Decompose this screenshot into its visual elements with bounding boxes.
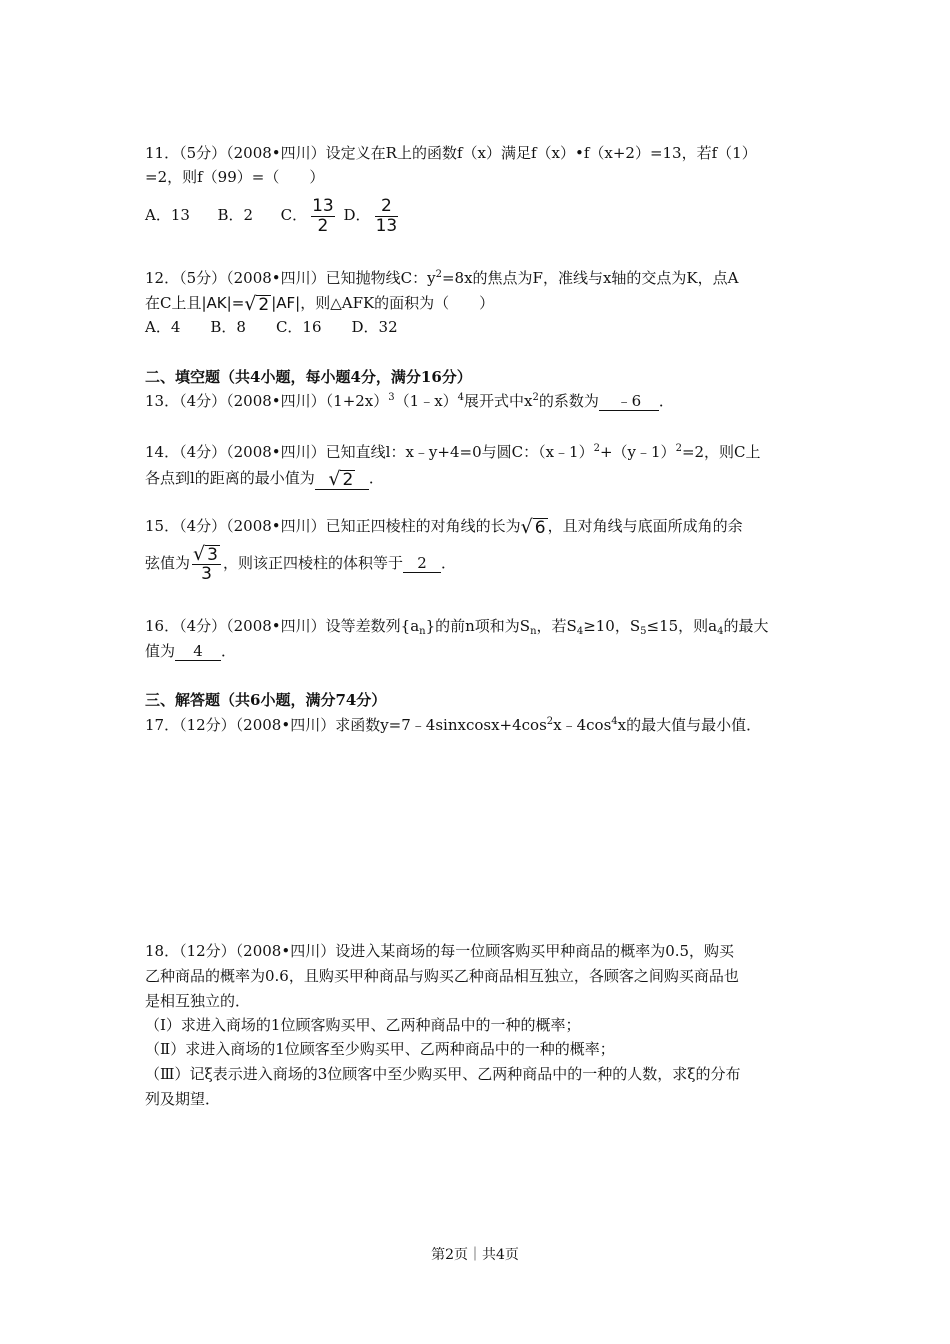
q15-answer: 2 [403, 554, 441, 573]
sqrt-argument: 2 [342, 470, 354, 490]
section-3-heading: 三、解答题（共6小题，满分74分） [145, 691, 387, 709]
q18-line2: 乙种商品的概率为0.6，且购买甲种商品与购买乙种商品相互独立，各顾客之间购买商品也 [145, 967, 739, 985]
q16-line1 [145, 616, 769, 636]
q17-text-a: 17．（12分）（2008•四川）求函数y=7﹣4sinxcosx+4cos [145, 716, 547, 734]
q12-text-c: 在C上且 [145, 294, 202, 312]
q17-text-b: x﹣4cos [553, 716, 612, 734]
q16-sub3: 4 [576, 626, 584, 637]
q16-end: ． [221, 642, 237, 660]
fraction-numerator: 2 [380, 195, 392, 216]
q12-text-a: 12．（5分）（2008•四川）已知抛物线C：y [145, 269, 436, 287]
q14-answer [315, 469, 369, 490]
q18-part-3: （Ⅲ）记ξ表示进入商场的3位顾客中至少购买甲、乙两种商品中的一种的人数，求ξ的分布 [145, 1065, 741, 1083]
q17-text-c: x的最大值与最小值． [617, 716, 762, 734]
q16-text-g: 值为 [145, 642, 176, 660]
q12-line2 [145, 291, 494, 315]
q18-part-1: （Ⅰ）求进入商场的1位顾客购买甲、乙两种商品中的一种的概率； [145, 1016, 581, 1034]
page-footer: 第2页｜共4页 [431, 1247, 519, 1263]
q15-sqrt: √ 6 [520, 516, 546, 538]
q11-option-a: A．13 [145, 206, 190, 224]
sqrt-argument: 6 [534, 518, 546, 538]
q16-text-e: ≤15，则a [646, 617, 718, 635]
q11-option-b: B．2 [217, 206, 254, 224]
q13-text-c: 展开式中x [464, 392, 533, 410]
q15-text-b: ，且对角线与底面所成角的余 [547, 517, 743, 535]
q12-text-b: =8x的焦点为F，准线与x轴的交点为K，点A [441, 269, 739, 287]
q12-abs-ak: |AK|= [201, 294, 245, 312]
q16-text-a: 16．（4分）（2008•四川）设等差数列{a [145, 617, 420, 635]
q13-text-b: （1﹣x） [394, 392, 458, 410]
q11-options [145, 194, 402, 236]
q16-text-f: 的最大 [723, 617, 769, 635]
q14-answer-sqrt: √ 2 [328, 468, 354, 490]
q13-text-a: 13．（4分）（2008•四川）（1+2x） [145, 392, 389, 410]
q18-part-3-cont: 列及期望． [145, 1090, 221, 1108]
q12-options: A．4 B．8 C．16 D．32 [145, 318, 398, 336]
fraction-denominator: 13 [375, 215, 398, 236]
q15-line2 [145, 540, 456, 586]
q13-sup1: 3 [388, 392, 395, 403]
q16-sub4: 5 [640, 626, 647, 637]
q12-abs-af: |AF| [271, 294, 301, 312]
q14-sup1: 2 [593, 443, 600, 454]
q11-option-d-fraction [375, 197, 399, 236]
q11-option-c-fraction [311, 197, 335, 236]
q15-fraction [192, 544, 221, 584]
q16-text-c: ，若S [536, 617, 577, 635]
q14-sup2: 2 [675, 443, 682, 454]
q18-part-2: （Ⅱ）求进入商场的1位顾客至少购买甲、乙两种商品中的一种的概率； [145, 1040, 615, 1058]
q16-sub1: n [419, 626, 426, 637]
q15-text-d: ，则该正四棱柱的体积等于 [222, 554, 403, 572]
q13-answer: ﹣6 [599, 392, 659, 411]
q16-text-b: }的前n项和为S [425, 617, 531, 635]
q14-text-c: =2，则C上 [681, 443, 761, 461]
q14-end: ． [368, 469, 384, 487]
section-2-heading: 二、填空题（共4小题，每小题4分，满分16分） [145, 368, 472, 386]
q12-sqrt: √ 2 [244, 293, 270, 315]
q18-line3: 是相互独立的． [145, 992, 251, 1010]
q17-sup1: 2 [546, 716, 554, 727]
q11-line2: =2，则f（99）=（ ） [145, 168, 325, 186]
q16-text-d: ≥10，S [583, 617, 641, 635]
q14-text-a: 14．（4分）（2008•四川）已知直线l：x﹣y+4=0与圆C：（x﹣1） [145, 443, 594, 461]
q14-line1 [145, 442, 761, 462]
q15-line1 [145, 513, 743, 539]
q16-answer: 4 [175, 642, 221, 661]
q16-sub2: n [530, 626, 537, 637]
q15-end: ． [440, 554, 456, 572]
q17-sup2: 4 [611, 716, 618, 727]
q13-end: ． [658, 392, 674, 410]
q16-sub5: 4 [717, 626, 724, 637]
fraction-denominator: 2 [317, 215, 329, 236]
q12-text-d: ，则△AFK的面积为（ ） [300, 294, 495, 312]
q13-line [145, 391, 674, 411]
q12-sup: 2 [435, 269, 442, 280]
q15-text-c: 弦值为 [145, 554, 191, 572]
fraction-numerator: 13 [312, 195, 334, 216]
q15-frac-sqrt: √ 3 [193, 543, 218, 565]
q12-line1 [145, 268, 738, 288]
sqrt-argument: 2 [258, 295, 270, 315]
q18-line1: 18．（12分）（2008•四川）设进入某商场的每一位顾客购买甲种商品的概率为0.5，购买 [145, 942, 735, 960]
q13-sup2: 4 [457, 392, 465, 403]
q13-text-d: 的系数为 [538, 392, 599, 410]
q14-line2 [145, 466, 384, 490]
q11-line1: 11．（5分）（2008•四川）设定义在R上的函数f（x）满足f（x）•f（x+2）=13，若f（1） [145, 144, 757, 162]
q17-line [145, 715, 761, 735]
q13-sup3: 2 [532, 392, 539, 403]
q11-option-d-label: D． [343, 206, 371, 224]
q11-option-c-label: C． [280, 206, 308, 224]
q14-text-b: +（y﹣1） [599, 443, 676, 461]
sqrt-argument: 3 [207, 545, 218, 565]
q14-text-d: 各点到l的距离的最小值为 [145, 469, 315, 487]
fraction-numerator [192, 544, 221, 564]
q16-line2 [145, 641, 236, 661]
fraction-denominator: 3 [201, 564, 212, 584]
q15-text-a: 15．（4分）（2008•四川）已知正四棱柱的对角线的长为 [145, 517, 521, 535]
